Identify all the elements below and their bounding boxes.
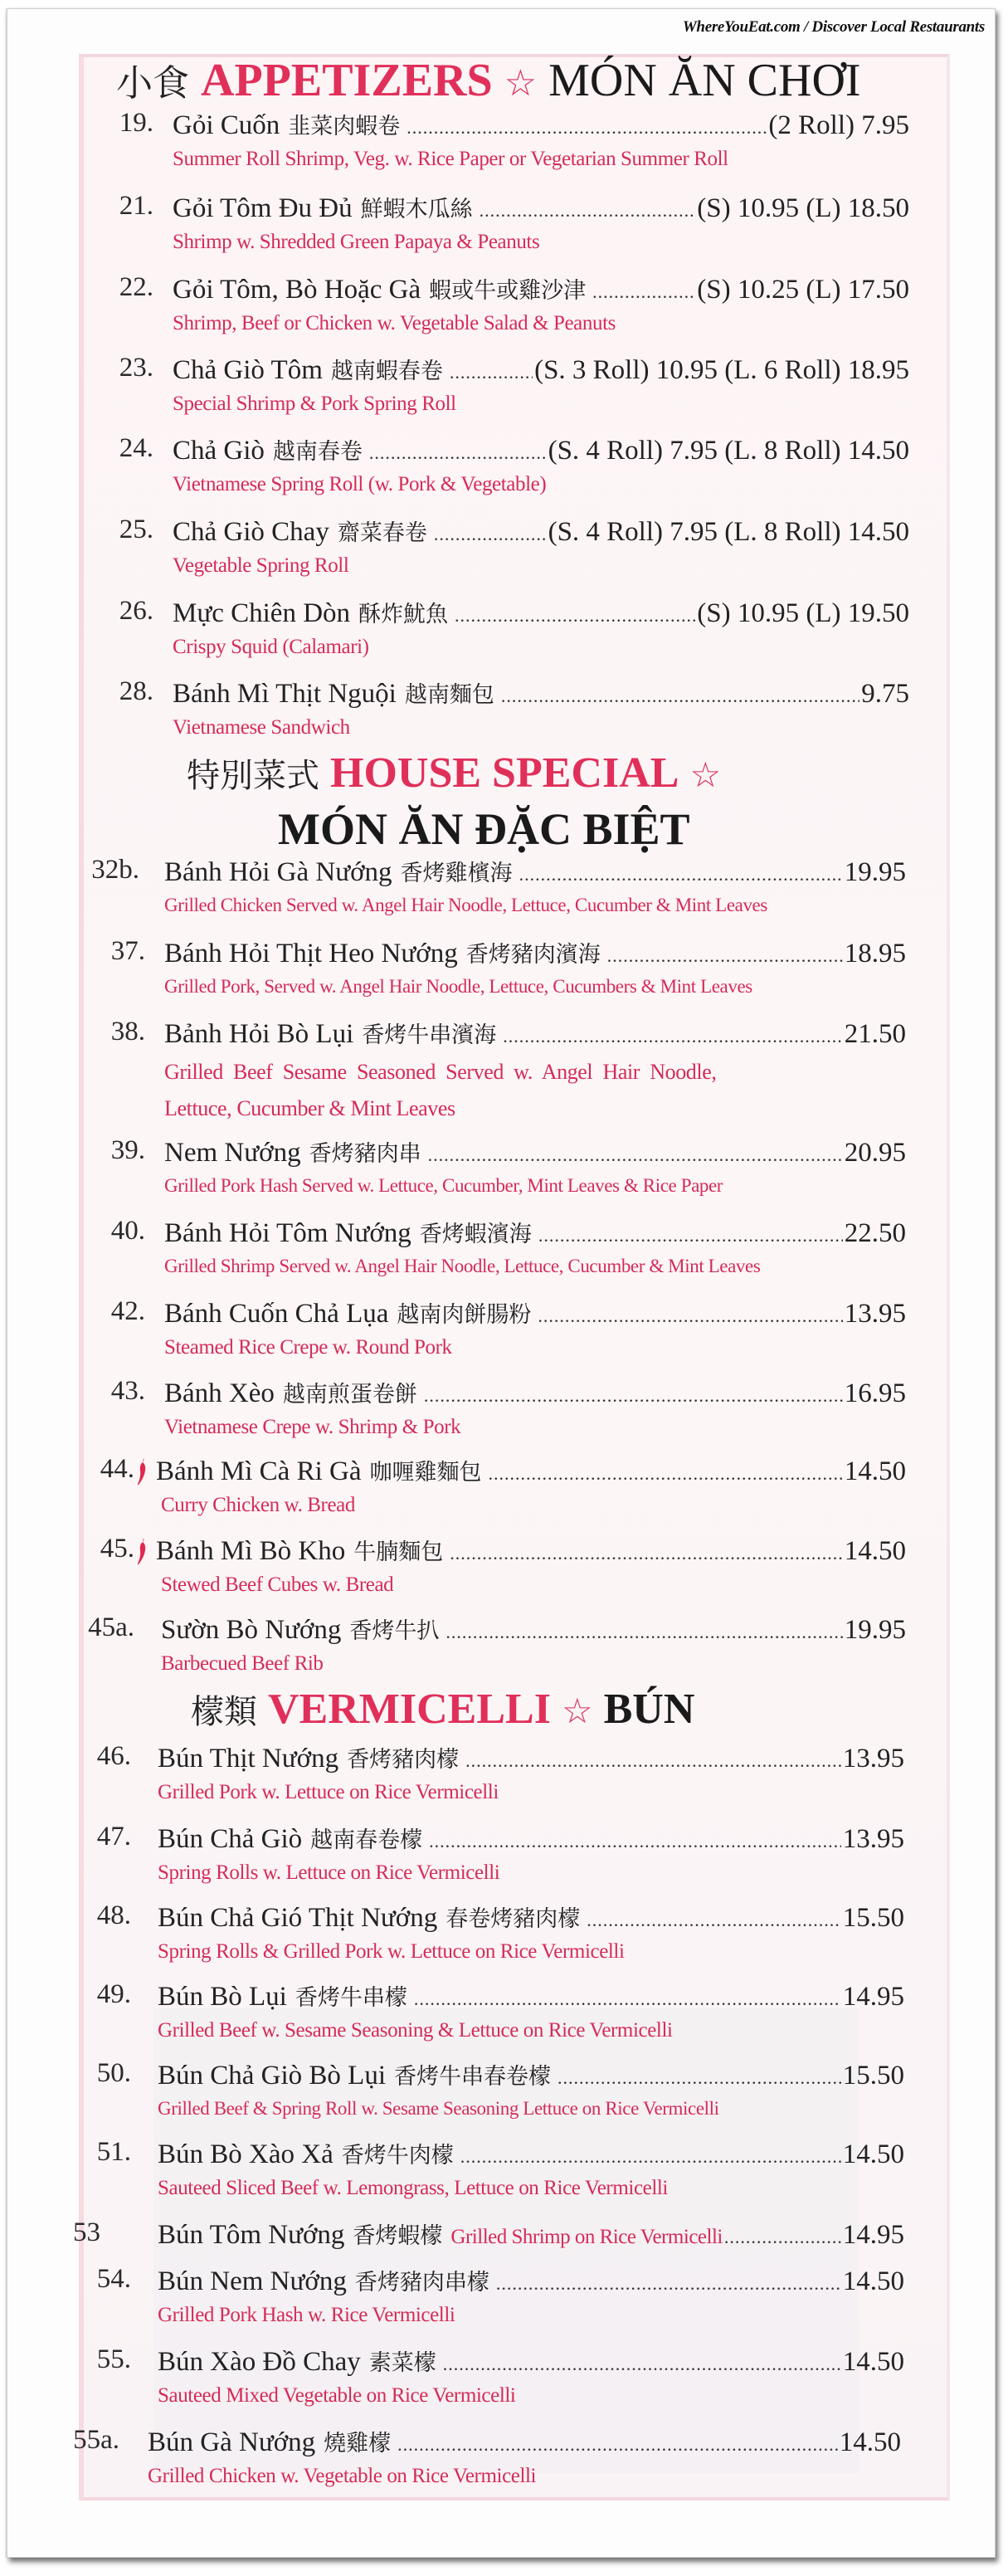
item-name-vn: Bảnh Hỏi Bò Lụi <box>164 1019 354 1049</box>
item-number: 46. <box>96 1741 131 1771</box>
item-name-cjk: 香烤蝦檬 <box>353 2223 443 2249</box>
item-name-cjk: 咖喱雞麵包 <box>369 1460 482 1486</box>
item-price: 19.95 <box>844 1615 906 1645</box>
item-number: 51. <box>96 2137 131 2167</box>
item-description: Grilled Shrimp Served w. Angel Hair Noodle, Lettuce, Cucumber & Mint Leaves <box>164 1256 761 1276</box>
item-price: 14.50 <box>842 2139 904 2169</box>
item-name-vn: Bánh Cuốn Chả Lụa <box>164 1299 389 1329</box>
dot-leader <box>450 362 533 383</box>
chili-pepper-icon <box>136 1537 148 1565</box>
item-number: 42. <box>110 1296 145 1326</box>
item-number: 45. <box>100 1534 134 1564</box>
item-name-line <box>158 2217 904 2251</box>
item-description: Grilled Shrimp on Rice Vermicelli <box>450 2226 723 2248</box>
dot-leader <box>724 2227 841 2248</box>
header-vn: MÓN ĂN CHƠI <box>548 55 861 106</box>
item-name-cjk: 香烤豬肉濱海 <box>465 942 601 968</box>
item-description: Barbecued Beef Rib <box>161 1652 324 1675</box>
item-description: Sauteed Sliced Beef w. Lemongrass, Lettuce on Rice Vermicelli <box>158 2177 668 2199</box>
item-name-vn: Bún Gà Nướng <box>148 2427 316 2457</box>
item-price: (S. 4 Roll) 7.95 (L. 8 Roll) 14.50 <box>548 517 909 547</box>
item-price: 14.50 <box>842 2347 904 2377</box>
item-name-vn: Gỏi Tôm, Bò Hoặc Gà <box>173 275 421 305</box>
item-number: 48. <box>96 1900 131 1930</box>
header-cjk: 檬類 <box>191 1693 257 1731</box>
item-number: 21. <box>119 191 153 221</box>
item-price: 14.95 <box>842 2220 904 2250</box>
item-description: Grilled Beef Sesame Seasoned Served w. Angel Hair Noodle, <box>164 1060 717 1084</box>
item-description: Spring Rolls & Grilled Pork w. Lettuce on Rice Vermicelli <box>158 1940 625 1963</box>
item-name-vn: Bánh Xèo <box>164 1378 275 1408</box>
item-name-line <box>158 2344 904 2378</box>
item-name-vn: Bún Thịt Nướng <box>158 1744 339 1773</box>
item-number: 43. <box>110 1376 145 1406</box>
item-name-cjk: 香烤牛串春卷檬 <box>394 2064 552 2090</box>
item-name-line <box>173 191 909 224</box>
item-price: 15.50 <box>842 1903 904 1933</box>
item-name-line <box>173 676 909 710</box>
dot-leader <box>538 1305 842 1327</box>
item-price: 9.75 <box>861 679 909 709</box>
item-name-line <box>158 1979 904 2013</box>
item-price: (S) 10.95 (L) 19.50 <box>697 598 909 628</box>
item-name-line <box>173 108 909 141</box>
item-number: 40. <box>110 1216 145 1246</box>
section-header-appetizers <box>116 53 861 107</box>
dot-leader <box>397 2434 838 2456</box>
item-price: 19.95 <box>844 857 906 887</box>
item-description: Vietnamese Sandwich <box>173 716 350 739</box>
item-name-vn: Bún Chả Giò <box>158 1824 303 1854</box>
item-price: 13.95 <box>842 1824 904 1854</box>
item-description: Crispy Squid (Calamari) <box>173 636 369 658</box>
item-name-cjk: 越南麵包 <box>404 682 494 708</box>
dot-leader <box>496 2273 841 2295</box>
dot-leader <box>434 524 547 545</box>
item-description: Stewed Beef Cubes w. Bread <box>161 1573 394 1596</box>
item-name-line <box>164 1296 906 1329</box>
dot-leader <box>592 281 695 303</box>
item-price: 14.50 <box>842 2266 904 2296</box>
item-name-line <box>158 2137 904 2170</box>
item-description: Vietnamese Spring Roll (w. Pork & Vegetable) <box>173 473 547 495</box>
item-name-vn: Bún Tôm Nướng <box>158 2220 345 2250</box>
item-name-vn: Bánh Hỏi Tôm Nướng <box>164 1218 411 1248</box>
item-number: 32b. <box>91 855 139 885</box>
dot-leader <box>465 1750 841 1772</box>
item-name-line <box>158 1822 904 1855</box>
item-name-line <box>164 936 906 969</box>
item-number: 54. <box>96 2264 131 2294</box>
item-number: 24. <box>119 433 153 463</box>
header-vn: BÚN <box>603 1686 695 1733</box>
item-number: 38. <box>110 1017 145 1046</box>
item-description: Grilled Pork Hash w. Rice Vermicelli <box>158 2304 455 2326</box>
item-name-line <box>173 272 909 305</box>
item-description: Grilled Beef & Spring Roll w. Sesame Seasoning Lettuce on Rice Vermicelli <box>158 2098 719 2119</box>
item-name-line <box>164 1017 906 1050</box>
item-name-line <box>164 1216 906 1249</box>
item-name-cjk: 越南肉餅腸粉 <box>397 1302 532 1328</box>
item-description: Steamed Rice Crepe w. Round Pork <box>164 1336 452 1359</box>
item-description: Sauteed Mixed Vegetable on Rice Vermicelli <box>158 2384 516 2407</box>
item-name-cjk: 蝦或牛或雞沙津 <box>429 278 587 304</box>
item-description: Grilled Pork Hash Served w. Lettuce, Cucumber, Mint Leaves & Rice Paper <box>164 1175 723 1196</box>
item-description: Grilled Pork w. Lettuce on Rice Vermicelli <box>158 1781 499 1803</box>
item-number: 50. <box>96 2058 131 2088</box>
item-number: 25. <box>119 515 153 544</box>
item-price: 18.95 <box>844 939 906 968</box>
dot-leader <box>501 685 859 707</box>
item-name-vn: Bún Bò Lụi <box>158 1982 287 2012</box>
item-name-cjk: 越南煎蛋卷餅 <box>282 1382 417 1408</box>
item-name-vn: Bánh Mì Thịt Nguội <box>173 679 397 709</box>
item-name-line <box>173 596 909 629</box>
item-description: Summer Roll Shrimp, Veg. w. Rice Paper or Vegetarian Summer Roll <box>173 148 728 170</box>
dot-leader <box>503 1026 843 1047</box>
item-name-line <box>158 2058 904 2091</box>
dot-leader <box>424 1385 843 1407</box>
section-header-house-special <box>187 749 721 798</box>
item-name-vn: Bánh Mì Bò Kho <box>156 1536 346 1566</box>
dot-leader <box>480 200 696 222</box>
item-number: 26. <box>119 596 153 626</box>
item-name-vn: Nem Nướng <box>164 1138 301 1168</box>
item-name-line <box>173 353 909 386</box>
item-name-cjk: 牛腩麵包 <box>353 1539 444 1565</box>
header-en: VERMICELLI <box>268 1686 551 1733</box>
item-price: 16.95 <box>844 1378 906 1408</box>
item-name-vn: Bánh Hỏi Gà Nướng <box>164 857 392 887</box>
item-price: 21.50 <box>844 1019 906 1049</box>
dot-leader <box>460 2146 841 2168</box>
item-name-cjk: 越南春卷檬 <box>310 1827 423 1853</box>
item-name-vn: Chả Giò Chay <box>173 517 329 547</box>
item-description: Grilled Beef w. Sesame Seasoning & Lettuce on Rice Vermicelli <box>158 2019 673 2042</box>
section-header-vermicelli <box>191 1685 694 1734</box>
item-description: Grilled Pork, Served w. Angel Hair Noodle, Lettuce, Cucumbers & Mint Leaves <box>164 976 752 997</box>
item-name-cjk: 香烤牛串檬 <box>295 1985 407 2011</box>
item-price: (S. 3 Roll) 10.95 (L. 6 Roll) 18.95 <box>534 355 909 385</box>
dot-leader <box>414 1988 841 2010</box>
item-description: Vegetable Spring Roll <box>173 554 349 577</box>
item-number: 28. <box>119 676 153 706</box>
star-icon: ☆ <box>504 62 538 105</box>
item-name-vn: Chả Giò <box>173 436 265 466</box>
item-number: 49. <box>96 1979 131 2009</box>
item-name-cjk: 越南春卷 <box>272 439 363 465</box>
item-description: Vietnamese Crepe w. Shrimp & Pork <box>164 1416 461 1438</box>
item-description-line2: Lettuce, Cucumber & Mint Leaves <box>164 1096 455 1120</box>
item-name-cjk: 香烤豬肉串 <box>309 1141 421 1167</box>
item-name-cjk: 香烤牛肉檬 <box>341 2143 454 2169</box>
item-name-cjk: 越南蝦春卷 <box>330 359 443 384</box>
header-vn: MÓN ĂN ĐẶC BIỆT <box>278 804 690 854</box>
item-name-cjk: 燒雞檬 <box>324 2431 392 2456</box>
item-number: 19. <box>119 108 153 138</box>
item-name-cjk: 素菜檬 <box>368 2350 436 2376</box>
dot-leader <box>587 1910 841 1931</box>
item-description: Curry Chicken w. Bread <box>161 1494 355 1516</box>
header-cjk: 小食 <box>116 62 189 105</box>
item-name-cjk: 香烤牛串濱海 <box>362 1022 497 1048</box>
item-name-line <box>156 1454 906 1487</box>
dot-leader <box>428 1144 843 1166</box>
item-number: 22. <box>119 272 153 302</box>
item-price: 13.95 <box>844 1299 906 1329</box>
item-name-vn: Chả Giò Tôm <box>173 355 323 385</box>
dot-leader <box>446 1622 842 1643</box>
item-description: Shrimp w. Shredded Green Papaya & Peanuts <box>173 231 540 253</box>
item-name-line <box>164 1135 906 1168</box>
item-price: (S. 4 Roll) 7.95 (L. 8 Roll) 14.50 <box>548 436 909 466</box>
item-price: 14.50 <box>839 2427 901 2457</box>
item-name-line <box>164 1376 906 1409</box>
dot-leader <box>369 442 547 464</box>
site-watermark: WhereYouEat.com / Discover Local Restaurants <box>682 18 985 36</box>
item-description: Special Shrimp & Pork Spring Roll <box>173 393 456 415</box>
item-name-vn: Mực Chiên Dòn <box>173 598 351 628</box>
item-name-cjk: 香烤蝦濱海 <box>419 1222 532 1247</box>
item-name-vn: Bánh Hỏi Thịt Heo Nướng <box>164 939 458 968</box>
item-name-vn: Sườn Bò Nướng <box>161 1615 342 1645</box>
item-name-line <box>158 1741 904 1774</box>
dot-leader <box>443 2354 841 2375</box>
dot-leader <box>558 2067 841 2089</box>
item-name-line <box>173 433 909 466</box>
item-price: (2 Roll) 7.95 <box>768 110 909 140</box>
item-price: 22.50 <box>844 1218 906 1248</box>
item-name-line <box>148 2425 901 2458</box>
item-description: Spring Rolls w. Lettuce on Rice Vermicelli <box>158 1861 500 1884</box>
item-number: 39. <box>110 1135 145 1165</box>
item-name-vn: Bún Chả Giò Bò Lụi <box>158 2061 387 2091</box>
chili-pepper-icon <box>136 1457 148 1486</box>
dot-leader <box>455 605 695 627</box>
dot-leader <box>488 1463 842 1485</box>
dot-leader <box>519 864 843 886</box>
section-subheader-house-special <box>278 803 690 855</box>
dot-leader <box>607 945 843 967</box>
item-name-cjk: 酥炸魷魚 <box>358 602 449 627</box>
dot-leader <box>429 1831 841 1852</box>
item-name-cjk: 韭菜肉蝦卷 <box>288 114 401 139</box>
header-en: HOUSE SPECIAL <box>330 749 679 797</box>
star-icon: ☆ <box>689 754 722 795</box>
item-description: Grilled Chicken Served w. Angel Hair Noodle, Lettuce, Cucumber & Mint Leaves <box>164 895 767 915</box>
item-price: 14.50 <box>844 1536 906 1566</box>
item-name-cjk: 香烤豬肉檬 <box>347 1747 460 1773</box>
item-name-vn: Gỏi Cuốn <box>173 110 280 140</box>
item-number: 45a. <box>88 1612 134 1642</box>
item-name-cjk: 春卷烤豬肉檬 <box>446 1906 581 1932</box>
item-name-cjk: 香烤雞檳海 <box>400 861 513 886</box>
header-cjk: 特別菜式 <box>187 757 319 795</box>
header-en: APPETIZERS <box>201 55 493 106</box>
item-name-vn: Bún Chả Gió Thịt Nướng <box>158 1903 438 1933</box>
item-name-line <box>161 1612 906 1646</box>
item-name-line <box>158 2264 904 2297</box>
dot-leader <box>407 117 767 139</box>
item-price: 14.50 <box>844 1456 906 1486</box>
item-number: 37. <box>110 936 145 966</box>
item-price: (S) 10.25 (L) 17.50 <box>697 275 909 305</box>
star-icon: ☆ <box>561 1690 593 1731</box>
item-name-line <box>158 1900 904 1934</box>
item-name-vn: Bún Nem Nướng <box>158 2266 347 2296</box>
item-price: 15.50 <box>842 2061 904 2091</box>
item-name-vn: Bánh Mì Cà Ri Gà <box>156 1456 362 1486</box>
item-name-line <box>164 855 906 888</box>
item-price: 14.95 <box>842 1982 904 2012</box>
item-name-cjk: 齋菜春卷 <box>337 520 427 546</box>
item-price: 20.95 <box>844 1138 906 1168</box>
item-name-vn: Bún Xào Đồ Chay <box>158 2347 361 2377</box>
item-name-vn: Bún Bò Xào Xả <box>158 2139 334 2169</box>
item-name-cjk: 香烤牛扒 <box>349 1618 440 1644</box>
item-name-cjk: 香烤豬肉串檬 <box>354 2270 489 2295</box>
item-number: 53 <box>73 2217 100 2247</box>
dot-leader <box>538 1225 843 1247</box>
item-price: 13.95 <box>842 1744 904 1773</box>
item-number: 55. <box>96 2344 131 2374</box>
item-price: (S) 10.95 (L) 18.50 <box>697 193 909 223</box>
item-number: 44. <box>100 1454 134 1484</box>
item-description: Grilled Chicken w. Vegetable on Rice Vermicelli <box>148 2465 537 2487</box>
item-description: Shrimp, Beef or Chicken w. Vegetable Salad & Peanuts <box>173 312 616 334</box>
item-name-line <box>173 515 909 548</box>
item-name-line <box>156 1534 906 1567</box>
item-number: 23. <box>119 353 153 383</box>
item-number: 47. <box>96 1822 131 1852</box>
item-name-vn: Gỏi Tôm Đu Đủ <box>173 193 353 223</box>
item-number: 55a. <box>73 2425 119 2455</box>
dot-leader <box>450 1543 842 1564</box>
item-name-cjk: 鮮蝦木瓜絲 <box>360 197 473 222</box>
